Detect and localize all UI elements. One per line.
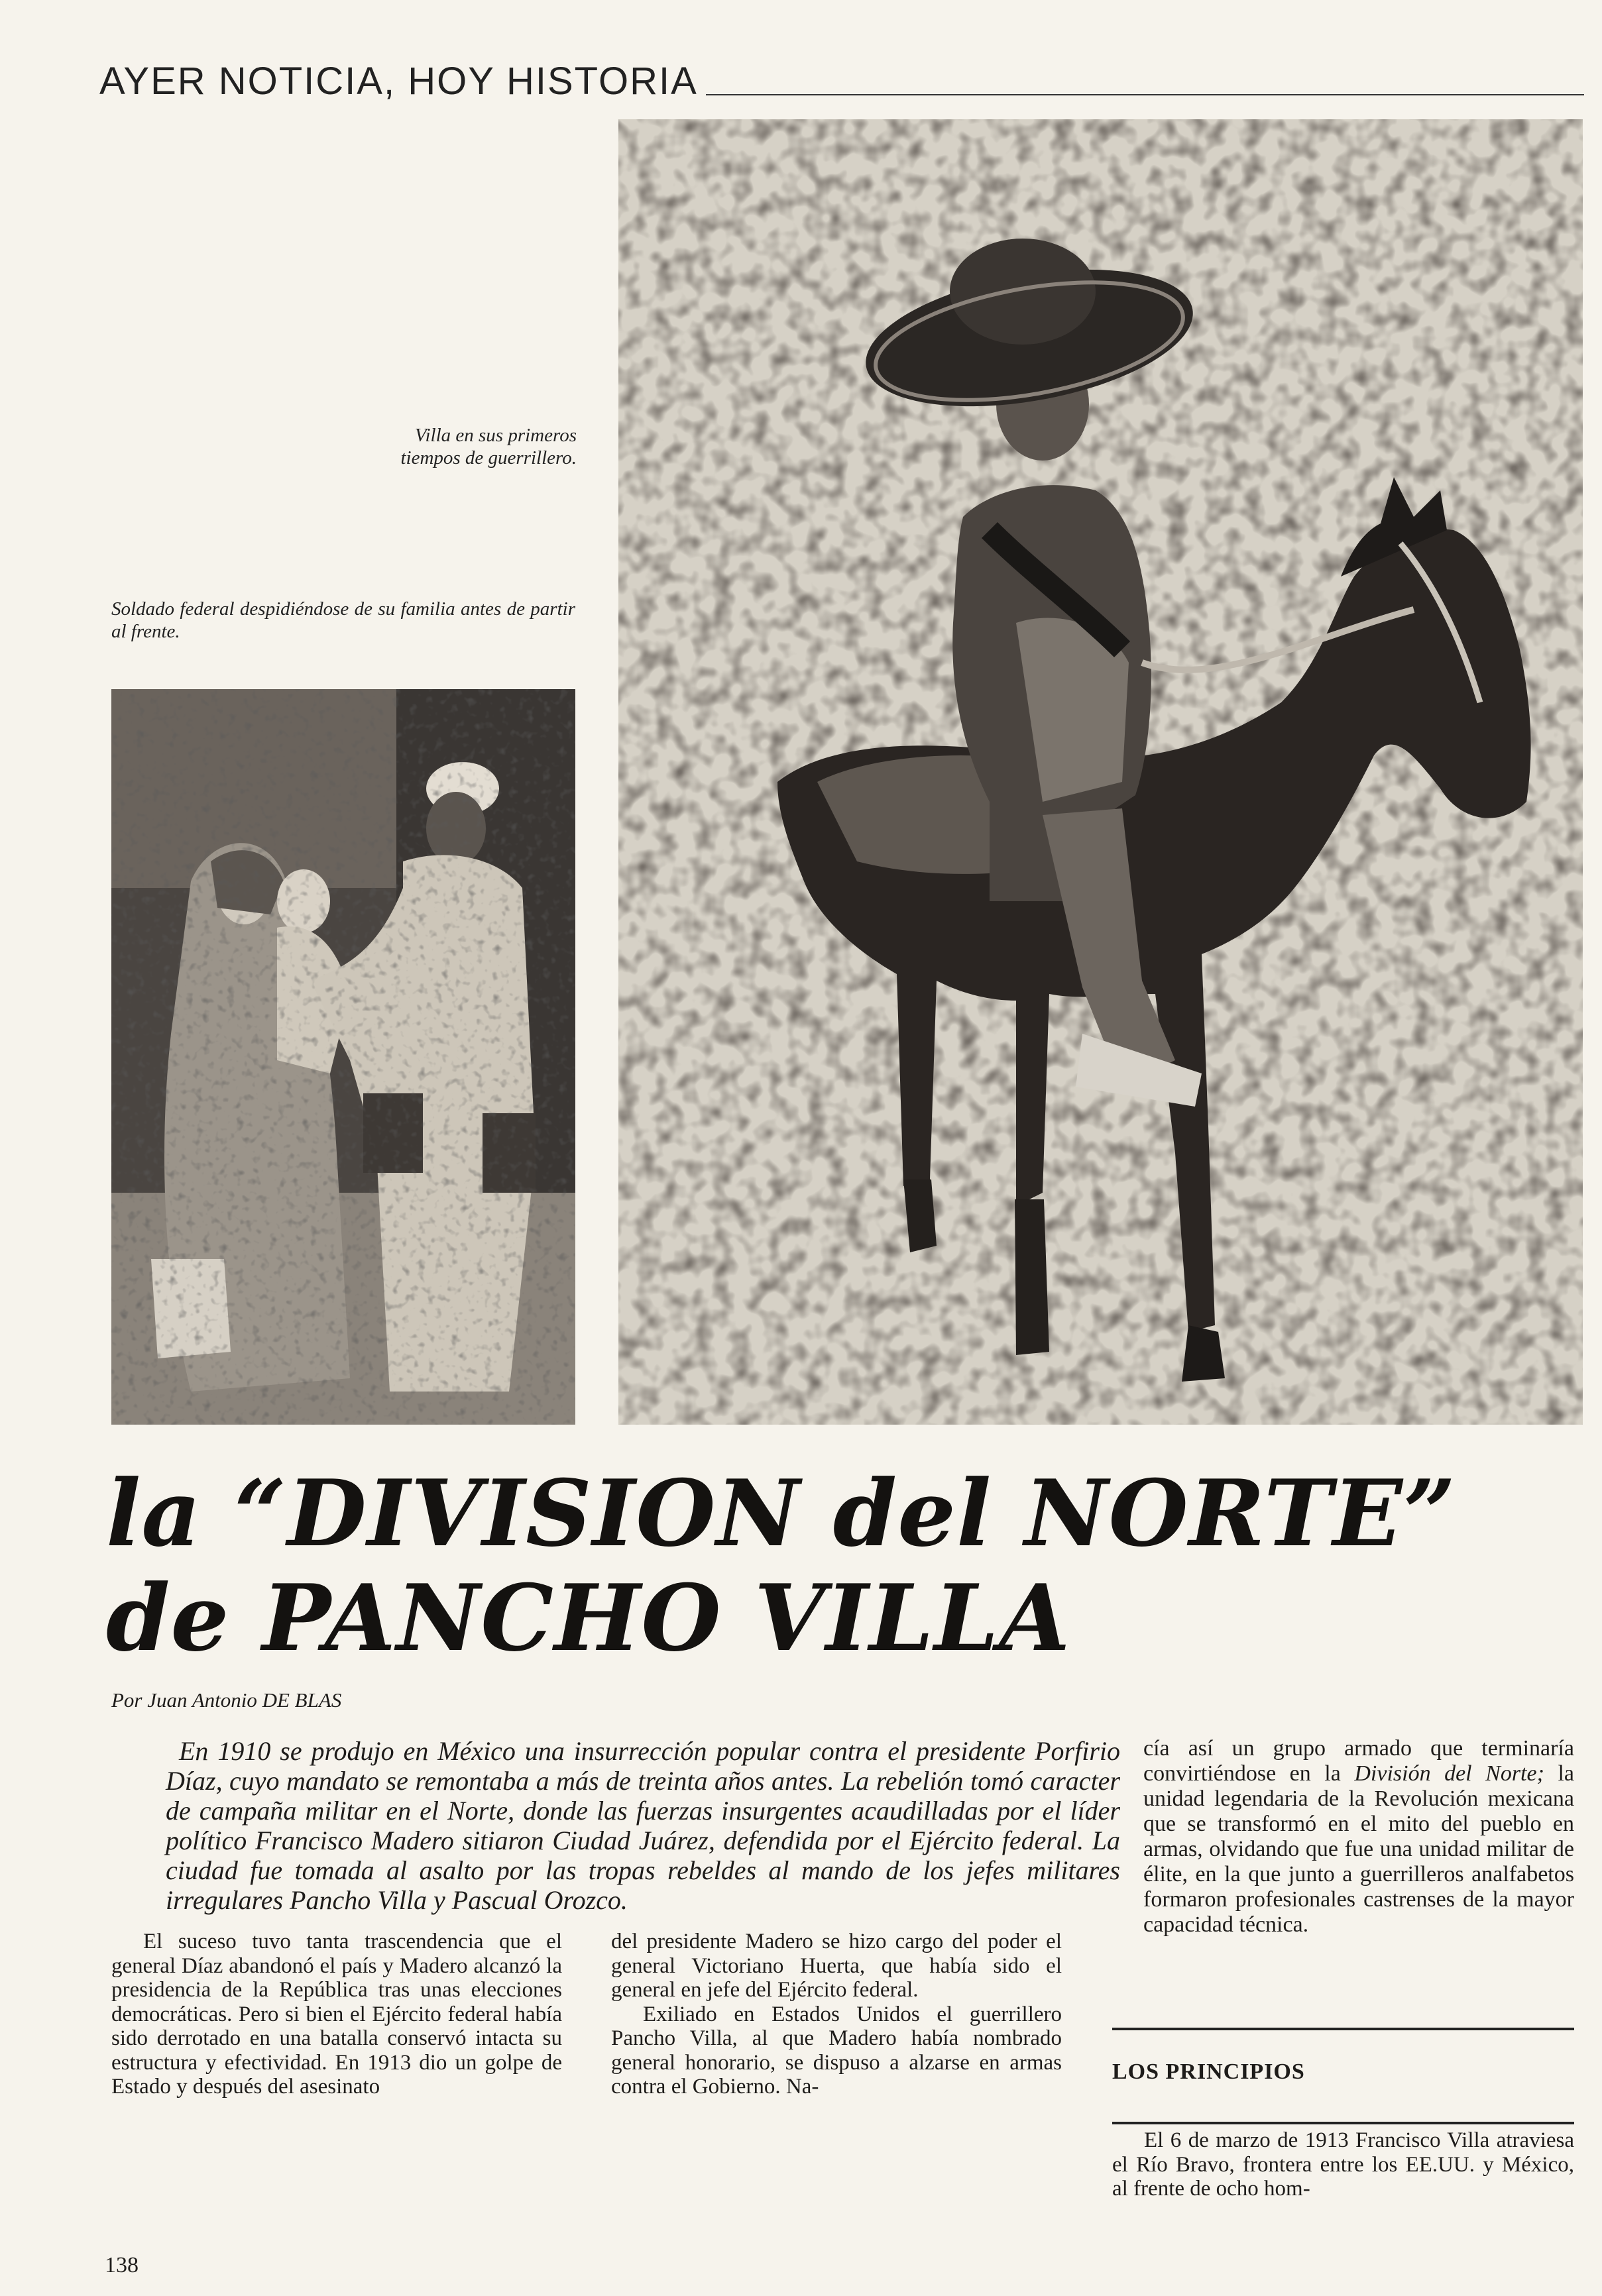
body-paragraph: Exiliado en Estados Unidos el guerrillero Pancho Villa, al que Madero había nombrado general honorario, se dispuso a alzarse en armas contra el Gobierno. Na- [611, 2002, 1062, 2099]
body-column-2 [611, 1930, 1062, 2099]
article-headline [106, 1461, 1577, 1670]
lead-right-column [1143, 1736, 1574, 1938]
family-photo-caption: Soldado federal despidiéndose de su familia antes de partir al frente. [111, 598, 575, 642]
section-title: AYER NOTICIA, HOY HISTORIA [99, 60, 698, 103]
section-header-rule [706, 94, 1584, 95]
headline-line-1: la “DIVISION del NORTE” [106, 1459, 1457, 1567]
subhead-rule-bottom [1112, 2122, 1574, 2124]
subhead-block [1112, 2028, 1574, 2124]
lead-right-emphasis: División del Norte; [1354, 1761, 1544, 1786]
villa-on-horse-photo [618, 119, 1583, 1425]
subhead: LOS PRINCIPIOS [1112, 2059, 1305, 2084]
page-number: 138 [105, 2253, 139, 2277]
body-paragraph: El 6 de marzo de 1913 Francisco Villa atraviesa el Río Bravo, frontera entre los EE.UU. y México, al frente de ocho hom- [1112, 2128, 1574, 2201]
body-column-3 [1112, 2128, 1574, 2201]
body-paragraph: El suceso tuvo tanta trascendencia que el general Díaz abandonó el país y Madero alcanzó la presidencia de la República tras unas elecciones democráticas. Pero si bien el Ejército federal había sido derrotado en una batalla conservó intacta su estructura y efectividad. En 1913 dio un golpe de Estado y después del asesinato [111, 1930, 562, 2099]
soldier-family-photo [111, 689, 575, 1425]
lead-right-text-end: la unidad legendaria de la Revolución mexicana que se transformó en el mito del pueblo en armas, olvidando que fue una unidad militar de élite, en la que junto a guerrilleros analfabetos formaron profesionales castrenses de la mayor capacidad técnica. [1143, 1761, 1574, 1937]
villa-photo-caption: Villa en sus primeros tiempos de guerrillero. [400, 425, 577, 468]
body-column-1 [111, 1930, 562, 2099]
headline-line-2: de PANCHO VILLA [106, 1564, 1071, 1672]
body-paragraph: del presidente Madero se hizo cargo del poder el general Victoriano Huerta, que había sido el general en jefe del Ejército federal. [611, 1930, 1062, 2002]
subhead-rule-top [1112, 2028, 1574, 2030]
section-header [99, 54, 1584, 101]
byline: Por Juan Antonio DE BLAS [111, 1688, 342, 1712]
lead-paragraph: En 1910 se produjo en México una insurrección popular contra el presidente Porfirio Díaz, cuyo mandato se remontaba a más de treinta años antes. La rebelión tomó caracter de campaña militar en el Norte, donde las fuerzas insurgentes acaudilladas por el líder político Francisco Madero sitiaron Ciudad Juárez, defendida por el Ejército federal. La ciudad fue tomada al asalto por las tropas rebeldes al mando de los jefes militares irregulares Pancho Villa y Pascual Orozco. [166, 1736, 1120, 1915]
lead-right-text: cía así un grupo armado que terminaría convirtiéndose en la [1143, 1736, 1574, 1786]
